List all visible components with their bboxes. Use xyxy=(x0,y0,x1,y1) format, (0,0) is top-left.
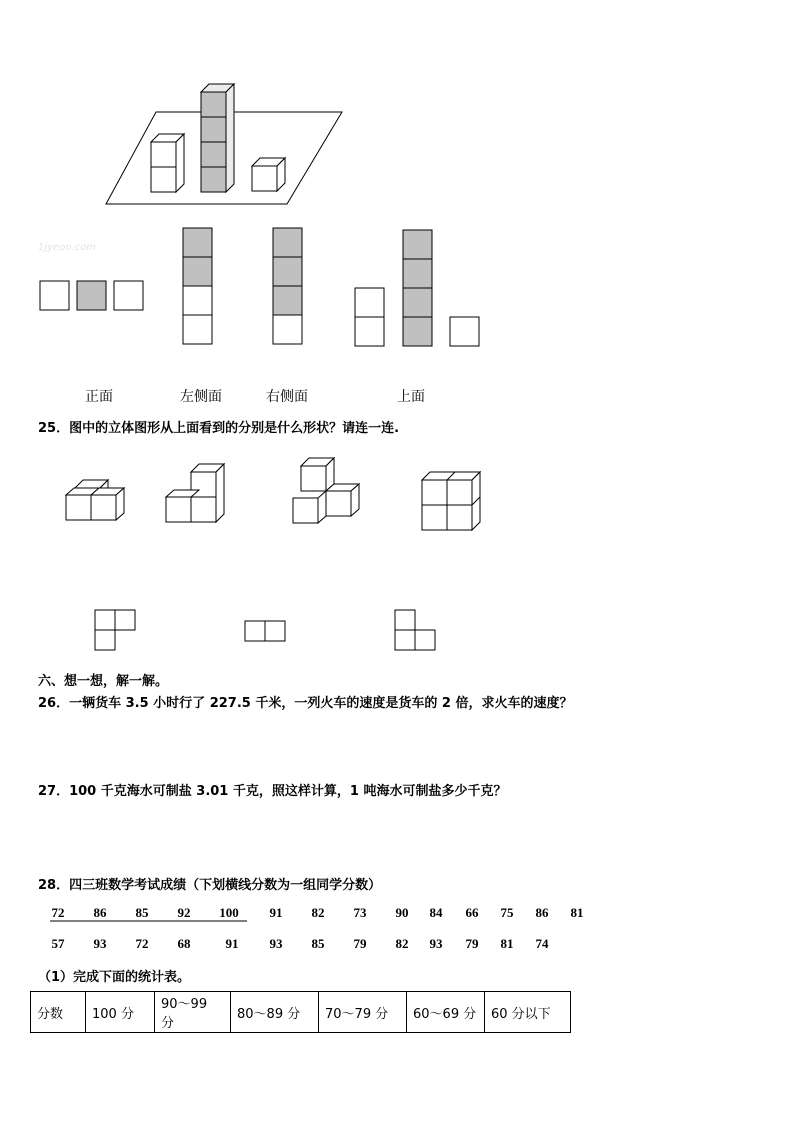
table-header-cell: 70～79 分 xyxy=(319,992,407,1033)
score-value: 85 xyxy=(311,936,325,951)
sub-question-1: （1）完成下面的统计表。 xyxy=(38,970,191,985)
score-value: 81 xyxy=(570,905,584,920)
question-26: 26．一辆货车 3.5 小时行了 227.5 千米，一列火车的速度是货车的 2 倍，求火车的速度？ xyxy=(38,696,573,711)
solid-figure-2 xyxy=(166,464,224,522)
top-shape-b xyxy=(245,621,285,641)
score-value: 72 xyxy=(135,936,149,951)
score-value: 73 xyxy=(353,905,367,920)
top-shape-a xyxy=(95,610,135,650)
score-value: 86 xyxy=(93,905,107,920)
top-view-label: 上面 xyxy=(397,389,425,405)
stats-table xyxy=(30,991,571,1033)
top-shape-c xyxy=(395,610,435,650)
score-value: 84 xyxy=(429,905,443,920)
score-value: 93 xyxy=(429,936,443,951)
watermark-text: 1jyeoo.com xyxy=(38,242,96,253)
table-header-cell: 80～89 分 xyxy=(231,992,319,1033)
question-25: 25．图中的立体图形从上面看到的分别是什么形状？请连一连. xyxy=(38,421,400,436)
score-value: 75 xyxy=(500,905,514,920)
score-value: 91 xyxy=(225,936,239,951)
score-value: 66 xyxy=(465,905,479,920)
score-value: 57 xyxy=(51,936,65,951)
left-view-label: 左侧面 xyxy=(180,389,222,405)
table-header-cell: 60 分以下 xyxy=(485,992,571,1033)
right-view-shape xyxy=(273,228,302,344)
left-view-shape xyxy=(183,228,212,344)
solid-figure-4 xyxy=(422,472,480,530)
table-header-cell: 90～99 分 xyxy=(155,992,231,1033)
score-value: 90 xyxy=(395,905,409,920)
front-view-label: 正面 xyxy=(85,389,113,405)
question-28: 28．四三班数学考试成绩（下划横线分数为一组同学分数） xyxy=(38,878,382,893)
score-value: 74 xyxy=(535,936,549,951)
right-view-label: 右侧面 xyxy=(266,389,308,405)
score-value: 86 xyxy=(535,905,549,920)
score-value: 81 xyxy=(500,936,514,951)
score-value: 68 xyxy=(177,936,191,951)
score-value: 79 xyxy=(353,936,367,951)
top-view-shape xyxy=(355,230,479,346)
table-row xyxy=(31,992,571,1033)
score-value: 85 xyxy=(135,905,149,920)
score-value: 92 xyxy=(177,905,191,920)
score-value: 93 xyxy=(93,936,107,951)
front-view-shape xyxy=(40,281,143,310)
section-6-title: 六、想一想，解一解。 xyxy=(38,674,169,689)
cube-single xyxy=(252,158,285,191)
score-value: 82 xyxy=(311,905,325,920)
solid-figure-3 xyxy=(293,458,359,523)
table-header-cell: 分数 xyxy=(31,992,86,1033)
table-header-cell: 100 分 xyxy=(86,992,155,1033)
score-value: 72 xyxy=(51,905,65,920)
score-value: 82 xyxy=(395,936,409,951)
score-value: 100 xyxy=(219,905,239,920)
question-27: 27．100 千克海水可制盐 3.01 千克，照这样计算，1 吨海水可制盐多少千克？ xyxy=(38,784,507,799)
score-value: 91 xyxy=(269,905,283,920)
solid-figure-1 xyxy=(66,480,124,520)
cube-stack-4 xyxy=(201,84,234,192)
score-value: 79 xyxy=(465,936,479,951)
table-header-cell: 60～69 分 xyxy=(407,992,485,1033)
score-value: 93 xyxy=(269,936,283,951)
cube-stack-2 xyxy=(151,134,184,192)
